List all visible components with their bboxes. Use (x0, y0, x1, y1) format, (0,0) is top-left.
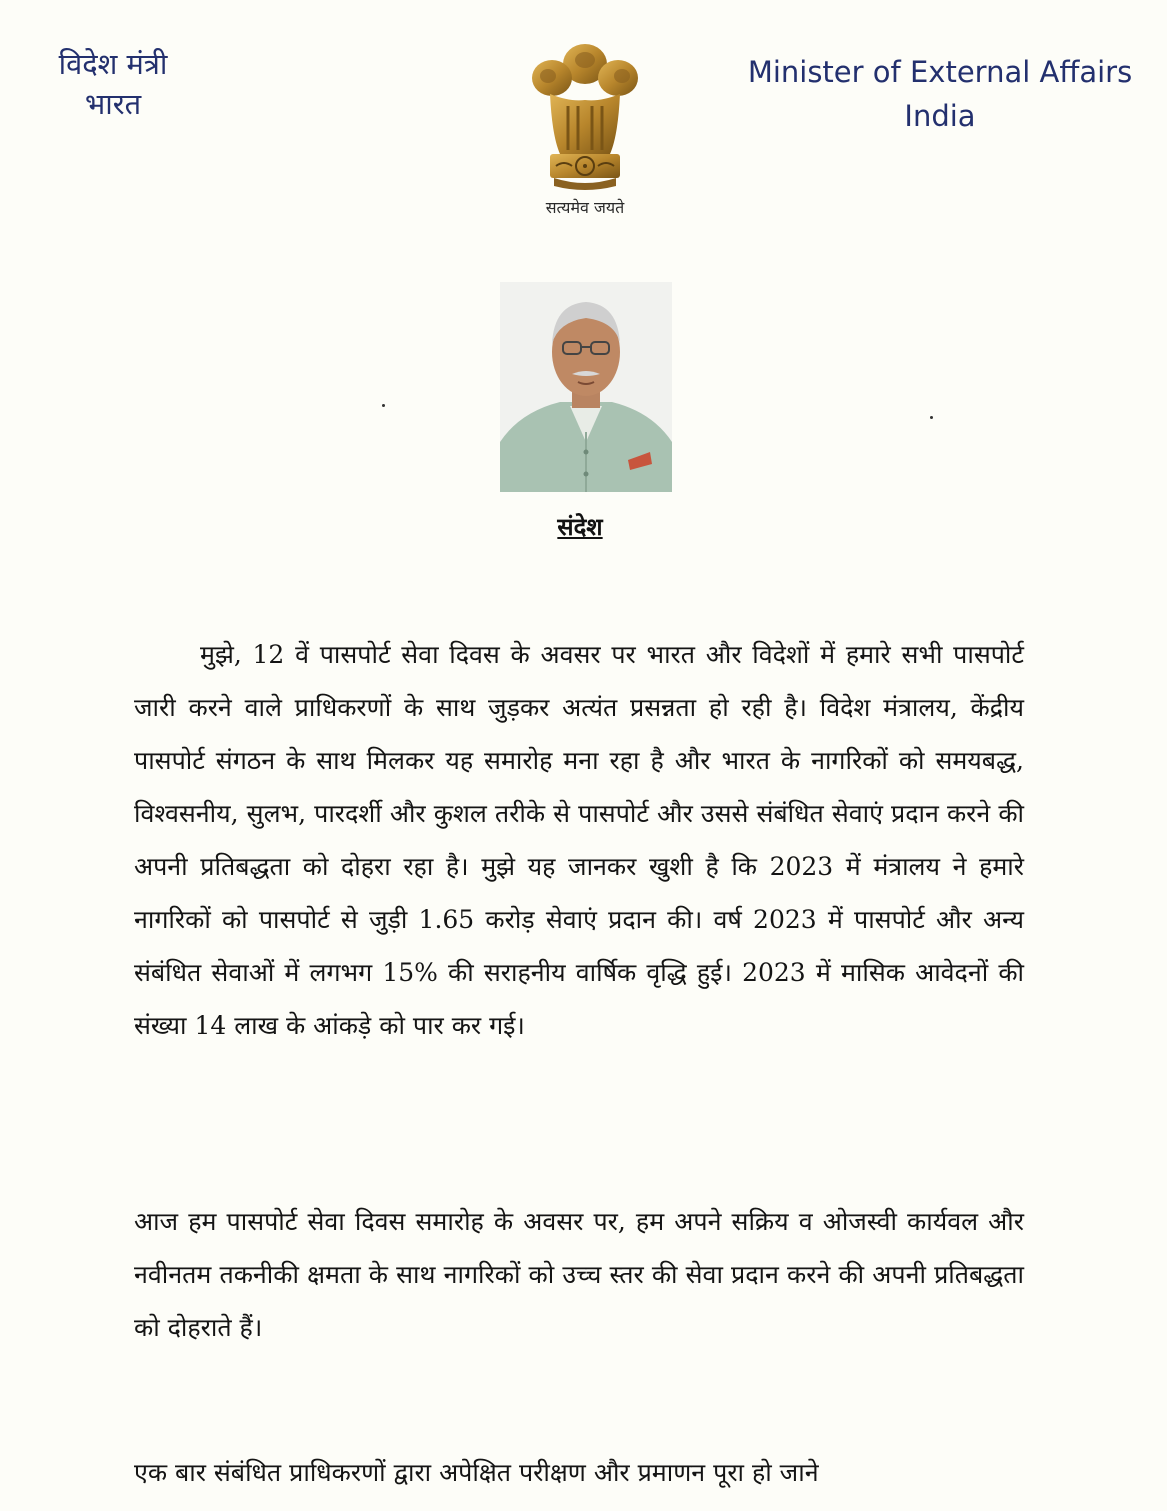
message-paragraph-3: एक बार संबंधित प्राधिकरणों द्वारा अपेक्षित परीक्षण और प्रमाणन पूरा हो जाने (134, 1458, 819, 1487)
letterhead-english-country: India (904, 99, 976, 133)
letterhead-hindi-title: विदेश मंत्री (58, 47, 168, 81)
minister-portrait (500, 282, 672, 492)
letterhead-english-title: Minister of External Affairs (747, 55, 1133, 89)
message-paragraph-2: आज हम पासपोर्ट सेवा दिवस समारोह के अवसर पर, हम अपने सक्रिय व ओजस्वी कार्यवल और नवीनतम तकनीकी क्षमता के साथ नागरिकों को उच्च स्तर की सेवा प्रदान करने की अपनी प्रतिबद्धता को दोहराते हैं। (134, 1207, 1024, 1342)
letterhead-hindi (38, 44, 188, 124)
message-heading: संदेश (557, 512, 603, 541)
speck-mark (930, 416, 933, 419)
message-paragraph-1: मुझे, 12 वें पासपोर्ट सेवा दिवस के अवसर पर भारत और विदेशों में हमारे सभी पासपोर्ट जारी करने वाले प्राधिकरणों के साथ जुड़कर अत्यंत प्रसन्नता हो रही है। विदेश मंत्रालय, केंद्रीय पासपोर्ट संगठन के साथ मिलकर यह समारोह मना रहा है और भारत के नागरिकों को समयबद्ध, विश्वसनीय, सुलभ, पारदर्शी और कुशल तरीके से पासपोर्ट और उससे संबंधित सेवाएं प्रदान करने की अपनी प्रतिबद्धता को दोहरा रहा है। मुझे यह जानकर खुशी है कि 2023 में मंत्रालय ने हमारे नागरिकों को पासपोर्ट से जुड़ी 1.65 करोड़ सेवाएं प्रदान की। वर्ष 2023 में पासपोर्ट और अन्य संबंधित सेवाओं में लगभग 15% की सराहनीय वार्षिक वृद्धि हुई। 2023 में मासिक आवेदनों की संख्या 14 लाख के आंकड़े को पार कर गई। (134, 640, 1024, 1040)
speck-mark (382, 404, 385, 407)
letterhead-english (740, 50, 1140, 138)
letterhead-hindi-country: भारत (84, 87, 142, 121)
emblem-motto: सत्यमेव जयते (545, 198, 625, 217)
